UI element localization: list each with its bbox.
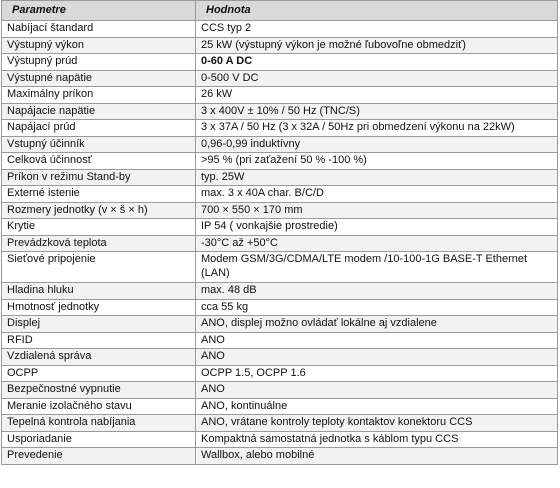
table-row <box>2 283 558 300</box>
value-cell: max. 48 dB <box>196 283 558 300</box>
table-row <box>2 382 558 399</box>
table-row <box>2 252 558 283</box>
param-cell: Napájací prúd <box>2 120 196 137</box>
param-cell: Externé istenie <box>2 186 196 203</box>
value-cell: Kompaktná samostatná jednotka s káblom typu CCS <box>196 431 558 448</box>
table-row <box>2 153 558 170</box>
value-cell: ANO, vrátane kontroly teploty kontaktov konektoru CCS <box>196 415 558 432</box>
value-cell: 3 x 400V ± 10% / 50 Hz (TNC/S) <box>196 103 558 120</box>
param-cell: Vzdialená správa <box>2 349 196 366</box>
value-cell: 0-60 A DC <box>196 54 558 71</box>
header-value: Hodnota <box>196 1 558 21</box>
value-cell: 26 kW <box>196 87 558 104</box>
param-cell: Výstupný výkon <box>2 37 196 54</box>
table-row <box>2 332 558 349</box>
param-cell: OCPP <box>2 365 196 382</box>
table-row <box>2 365 558 382</box>
table-row <box>2 398 558 415</box>
value-cell: ANO <box>196 349 558 366</box>
table-row <box>2 431 558 448</box>
param-cell: Bezpečnostné vypnutie <box>2 382 196 399</box>
param-cell: Výstupný prúd <box>2 54 196 71</box>
value-cell: cca 55 kg <box>196 299 558 316</box>
value-cell: ANO <box>196 332 558 349</box>
param-cell: Krytie <box>2 219 196 236</box>
param-cell: Vstupný účinník <box>2 136 196 153</box>
param-cell: Usporiadanie <box>2 431 196 448</box>
value-cell: 3 x 37A / 50 Hz (3 x 32A / 50Hz pri obmedzení výkonu na 22kW) <box>196 120 558 137</box>
param-cell: Napájacie napätie <box>2 103 196 120</box>
table-row <box>2 120 558 137</box>
table-header-row <box>2 1 558 21</box>
value-cell: 0,96-0,99 induktívny <box>196 136 558 153</box>
table-row <box>2 186 558 203</box>
param-cell: Maximálny príkon <box>2 87 196 104</box>
value-cell: ANO, displej možno ovládať lokálne aj vzdialene <box>196 316 558 333</box>
value-cell: ANO <box>196 382 558 399</box>
table-row <box>2 87 558 104</box>
header-parameter: Parametre <box>2 1 196 21</box>
param-cell: Hladina hluku <box>2 283 196 300</box>
value-cell: ANO, kontinuálne <box>196 398 558 415</box>
table-row <box>2 54 558 71</box>
value-cell: max. 3 x 40A char. B/C/D <box>196 186 558 203</box>
value-cell: 25 kW (výstupný výkon je možné ľubovoľne obmedziť) <box>196 37 558 54</box>
table-row <box>2 299 558 316</box>
value-cell: 700 × 550 × 170 mm <box>196 202 558 219</box>
specifications-table <box>1 0 558 465</box>
param-cell: Príkon v režimu Stand-by <box>2 169 196 186</box>
value-cell: >95 % (pri zaťažení 50 % -100 %) <box>196 153 558 170</box>
table-row <box>2 169 558 186</box>
param-cell: Celková účinnosť <box>2 153 196 170</box>
param-cell: Displej <box>2 316 196 333</box>
value-cell: CCS typ 2 <box>196 21 558 38</box>
table-row <box>2 219 558 236</box>
table-row <box>2 103 558 120</box>
table-row <box>2 415 558 432</box>
table-row <box>2 448 558 465</box>
param-cell: Tepelná kontrola nabíjania <box>2 415 196 432</box>
table-row <box>2 136 558 153</box>
param-cell: RFID <box>2 332 196 349</box>
table-row <box>2 316 558 333</box>
value-cell: OCPP 1.5, OCPP 1.6 <box>196 365 558 382</box>
param-cell: Prevedenie <box>2 448 196 465</box>
param-cell: Hmotnosť jednotky <box>2 299 196 316</box>
param-cell: Rozmery jednotky (v × š × h) <box>2 202 196 219</box>
value-cell: -30°C až +50°C <box>196 235 558 252</box>
param-cell: Meranie izolačného stavu <box>2 398 196 415</box>
param-cell: Prevádzková teplota <box>2 235 196 252</box>
table-row <box>2 37 558 54</box>
table-row <box>2 70 558 87</box>
param-cell: Nabíjací štandard <box>2 21 196 38</box>
param-cell: Výstupné napätie <box>2 70 196 87</box>
value-cell: IP 54 ( vonkajšie prostredie) <box>196 219 558 236</box>
table-row <box>2 202 558 219</box>
table-row <box>2 349 558 366</box>
table-row <box>2 235 558 252</box>
table-row <box>2 21 558 38</box>
value-cell: Wallbox, alebo mobilné <box>196 448 558 465</box>
value-cell: typ. 25W <box>196 169 558 186</box>
param-cell: Sieťové pripojenie <box>2 252 196 283</box>
value-cell: Modem GSM/3G/CDMA/LTE modem /10-100-1G BASE-T Ethernet (LAN) <box>196 252 558 283</box>
value-cell: 0-500 V DC <box>196 70 558 87</box>
